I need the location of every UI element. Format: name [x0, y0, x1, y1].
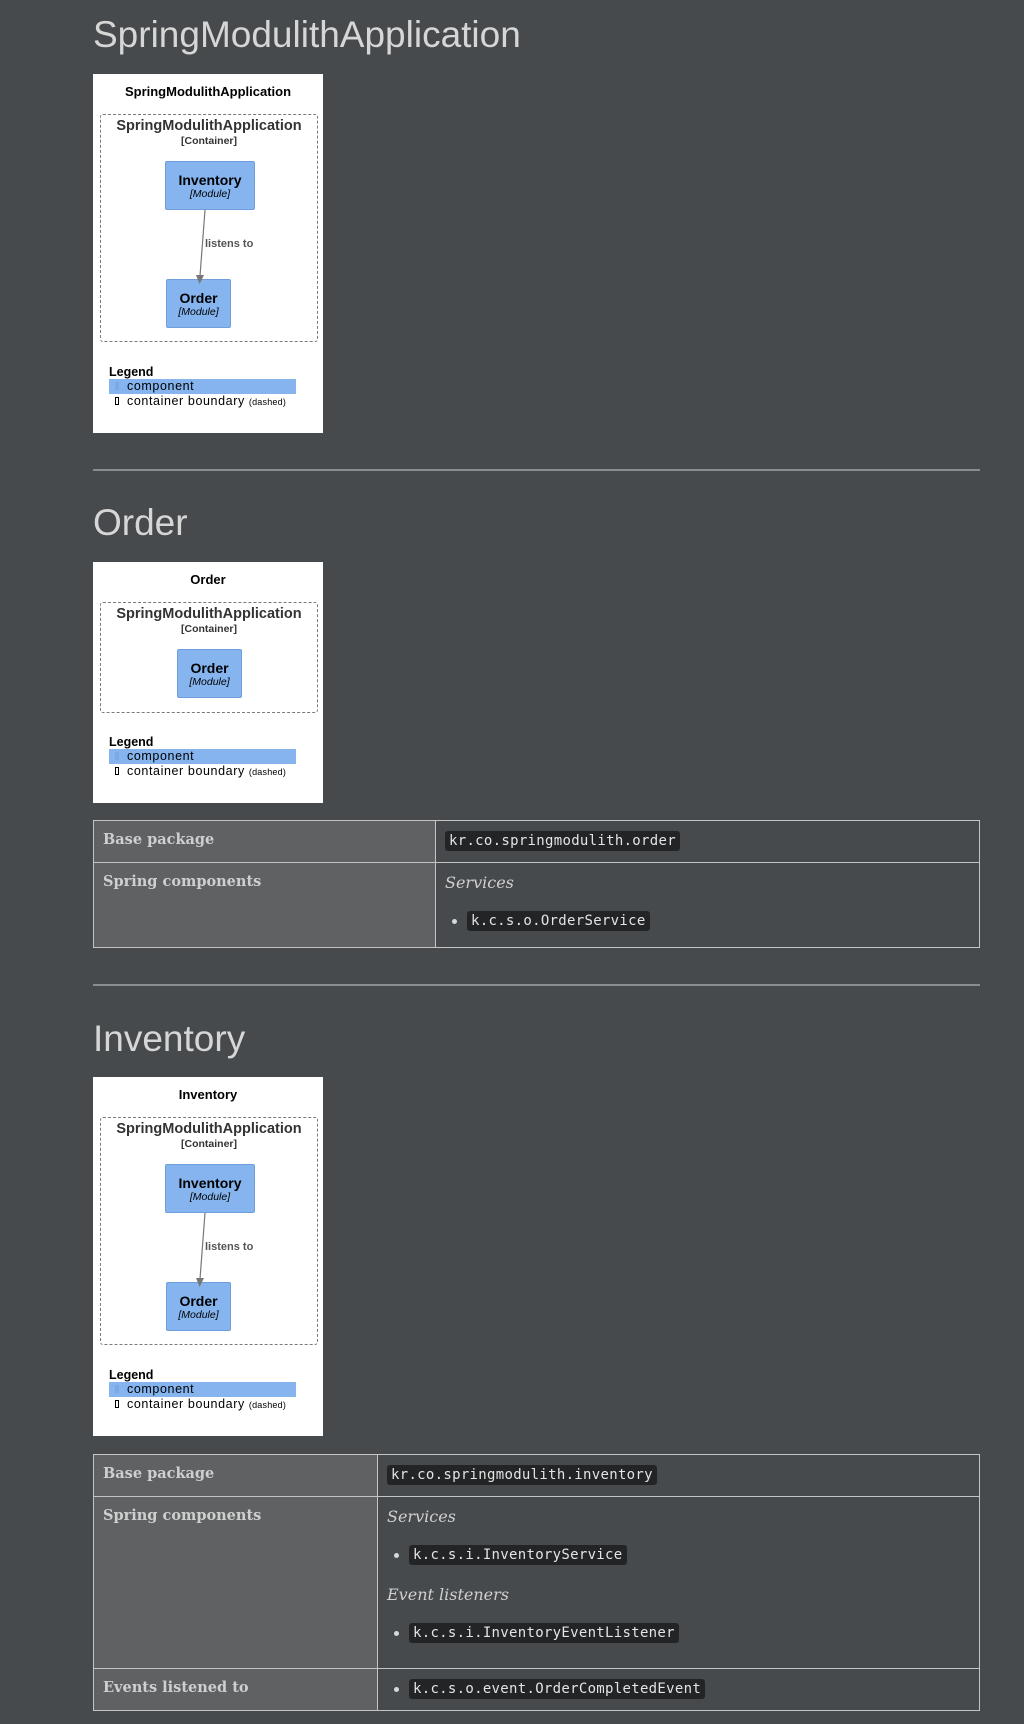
container-boundary [100, 602, 318, 713]
service-code: k.c.s.i.InventoryService [409, 1545, 627, 1565]
diagram-app [93, 74, 323, 433]
row-value [436, 821, 980, 863]
legend-container-boundary [109, 394, 296, 409]
service-code: k.c.s.o.OrderService [467, 911, 650, 931]
legend-label: container boundary [127, 394, 245, 408]
events-listened-list [387, 1678, 970, 1697]
container-type: [Container] [181, 135, 237, 147]
inventory-info-table [93, 1454, 980, 1711]
edge-label: listens to [205, 1241, 254, 1253]
container-type: [Container] [181, 623, 237, 635]
divider [93, 984, 980, 986]
module-type: [Module] [178, 1309, 219, 1321]
row-value [436, 863, 980, 948]
diagram-inventory [93, 1077, 323, 1436]
module-name: Inventory [178, 1175, 242, 1191]
module-type: [Module] [189, 188, 231, 200]
listener-code: k.c.s.i.InventoryEventListener [409, 1623, 679, 1643]
container-name: SpringModulithApplication [116, 1121, 302, 1137]
container-name: SpringModulithApplication [116, 606, 302, 622]
legend-component [109, 749, 296, 764]
row-key: Spring components [94, 863, 436, 948]
list-item [445, 910, 970, 929]
legend-title: Legend [109, 365, 154, 379]
base-package-code: kr.co.springmodulith.inventory [387, 1465, 657, 1485]
services-heading: Services [387, 1507, 456, 1526]
list-item [387, 1678, 970, 1697]
diagram-caption: Order [190, 572, 226, 587]
legend-swatch [115, 767, 119, 775]
module-name: Inventory [178, 172, 242, 188]
table-row [94, 1455, 980, 1497]
module-type: [Module] [178, 306, 219, 318]
section-title-inventory: Inventory [93, 1018, 246, 1059]
base-package-code: kr.co.springmodulith.order [445, 831, 680, 851]
legend-label: container boundary [127, 764, 245, 778]
module-name: Order [179, 1293, 218, 1309]
section-title-order: Order [93, 502, 188, 543]
diagram-order [93, 562, 323, 803]
row-key: Spring components [94, 1497, 378, 1669]
row-value [378, 1455, 980, 1497]
container-type: [Container] [181, 1138, 237, 1150]
legend-swatch [115, 1400, 119, 1408]
row-value [378, 1669, 980, 1711]
legend-swatch [115, 397, 119, 405]
legend-title: Legend [109, 735, 154, 749]
legend-container-boundary [109, 1397, 296, 1412]
services-list [387, 1544, 970, 1563]
table-row [94, 863, 980, 948]
legend-swatch [115, 382, 119, 390]
list-item [387, 1622, 970, 1641]
legend-swatch [115, 1385, 119, 1393]
legend-note: (dashed) [248, 767, 287, 777]
module-type: [Module] [189, 676, 230, 688]
order-info-table [93, 820, 980, 948]
legend-label: container boundary [127, 1397, 245, 1411]
services-heading: Services [445, 873, 514, 892]
legend-note: (dashed) [248, 1400, 287, 1410]
legend-title: Legend [109, 1368, 154, 1382]
section-title-app: SpringModulithApplication [93, 14, 521, 55]
divider [93, 469, 980, 471]
diagram-caption: Inventory [178, 1087, 238, 1102]
module-order [177, 649, 242, 698]
legend-note: (dashed) [248, 397, 287, 407]
legend-label: component [127, 749, 195, 763]
row-key: Events listened to [94, 1669, 378, 1711]
table-row [94, 1497, 980, 1669]
event-listeners-heading: Event listeners [387, 1585, 509, 1604]
edge-label: listens to [205, 238, 254, 250]
legend-label: component [127, 379, 195, 393]
module-name: Order [179, 290, 218, 306]
legend-component [109, 379, 296, 394]
event-listeners-list [387, 1622, 970, 1641]
list-item [387, 1544, 970, 1563]
container-name: SpringModulithApplication [116, 118, 302, 134]
event-code: k.c.s.o.event.OrderCompletedEvent [409, 1679, 705, 1699]
legend-container-boundary [109, 764, 296, 779]
services-list [445, 910, 970, 929]
legend-swatch [115, 752, 119, 760]
row-key: Base package [94, 821, 436, 863]
table-row [94, 1669, 980, 1711]
diagram-caption: SpringModulithApplication [124, 84, 292, 99]
table-row [94, 821, 980, 863]
legend-label: component [127, 1382, 195, 1396]
module-name: Order [190, 660, 229, 676]
row-value [378, 1497, 980, 1669]
row-key: Base package [94, 1455, 378, 1497]
legend-component [109, 1382, 296, 1397]
module-type: [Module] [189, 1191, 231, 1203]
